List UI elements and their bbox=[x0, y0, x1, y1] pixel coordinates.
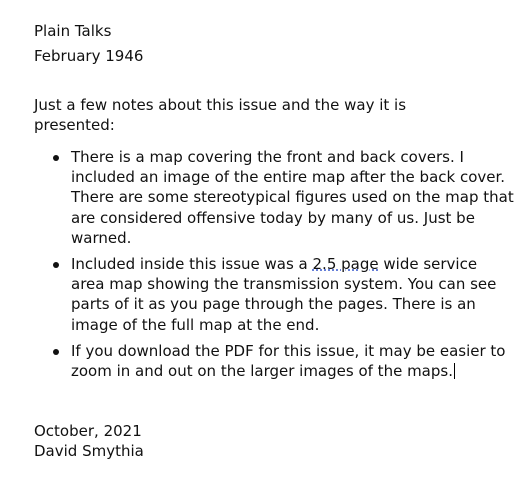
marked-text: 2.5 page bbox=[312, 255, 379, 274]
bullet-icon bbox=[53, 349, 59, 355]
bullet-icon bbox=[53, 262, 59, 268]
note-text-start: Included inside this issue was a bbox=[71, 255, 313, 274]
list-item bbox=[44, 254, 514, 335]
note-text: If you download the PDF for this issue, it may be easier to zoom in and out on the larger images of the maps. bbox=[71, 341, 506, 381]
text-cursor bbox=[454, 363, 455, 379]
bullet-icon bbox=[53, 155, 59, 161]
note-text-end: wide service area map showing the transmission system. You can see parts of it as you page through the pages. There is an image of the full map at the end. bbox=[71, 255, 497, 334]
footer-date: October, 2021 bbox=[34, 422, 142, 440]
list-item bbox=[44, 147, 514, 248]
publication-title: Plain Talks bbox=[34, 22, 112, 40]
list-item bbox=[44, 341, 514, 381]
intro-paragraph: Just a few notes about this issue and the way it is presented: bbox=[34, 96, 407, 134]
notes-list bbox=[44, 147, 514, 387]
issue-date: February 1946 bbox=[34, 47, 144, 65]
note-text: There is a map covering the front and back covers. I included an image of the entire map after the back cover. There are some stereotypical figures used on the map that are considered offensive today by many of us. Just be warned. bbox=[71, 148, 514, 247]
footer-author: David Smythia bbox=[34, 442, 144, 460]
